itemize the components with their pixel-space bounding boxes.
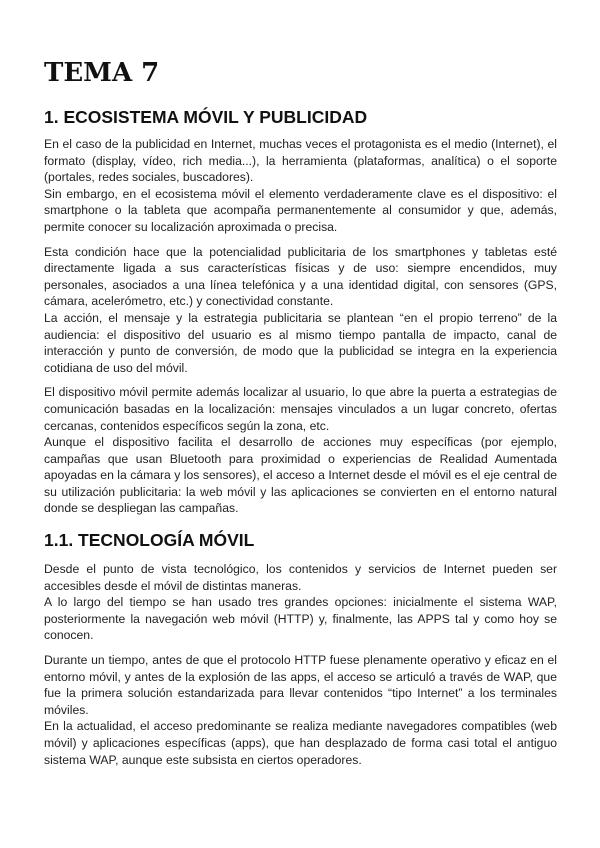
- document-page: [44, 56, 557, 768]
- paragraph-gap: [44, 236, 557, 244]
- paragraph: En el caso de la publicidad en Internet, muchas veces el protagonista es el medio (Internet), el formato (display, vídeo, rich media...), la herramienta (plataformas, analítica) o el soporte (portales, redes sociales, buscadores).: [44, 137, 557, 185]
- paragraph: Esta condición hace que la potencialidad publicitaria de los smartphones y tabletas esté directamente ligada a sus características físicas y de uso: siempre encendidos, muy personales, asociados a una línea telefónica y a una identidad digital, con sensores (GPS, cámara, acelerómetro, etc.) y conectividad constante.: [44, 244, 557, 309]
- paragraph-gap: [44, 644, 557, 652]
- paragraph: Desde el punto de vista tecnológico, los contenidos y servicios de Internet pueden ser accesibles desde el móvil de distintas maneras.: [44, 562, 557, 593]
- section-heading-ecosistema: 1. ECOSISTEMA MÓVIL Y PUBLICIDAD: [44, 107, 368, 127]
- document-title: TEMA 7: [44, 58, 160, 88]
- paragraph: Aunque el dispositivo facilita el desarrollo de acciones muy específicas (por ejemplo, campañas que usan Bluetooth para proximidad o experiencias de Realidad Aumentada apoyadas en la cámara y los sensores), el acceso a Internet desde el móvil es el eje central de su utilización publicitaria: la web móvil y las aplicaciones se convierten en el entorno natural donde se despliegan las campañas.: [44, 435, 557, 516]
- paragraph: Durante un tiempo, antes de que el protocolo HTTP fuese plenamente operativo y eficaz en el entorno móvil, y antes de la explosión de las apps, el acceso se articuló a través de WAP, que fue la primera solución estandarizada para llevar contenidos “tipo Internet” a los terminales móviles.: [44, 653, 557, 717]
- paragraph-gap: [44, 376, 557, 384]
- section-heading-tecnologia: 1.1. TECNOLOGÍA MÓVIL: [44, 530, 255, 551]
- paragraph: En la actualidad, el acceso predominante se realiza mediante navegadores compatibles (web móvil) y aplicaciones específicas (apps), que han desplazado de forma casi total el antiguo sistema WAP, aunque este subsista en ciertos operadores.: [44, 719, 557, 767]
- paragraph: Sin embargo, en el ecosistema móvil el elemento verdaderamente clave es el dispositivo: el smartphone o la tableta que acompaña permanentemente al consumidor y que, además, permite conocer su localización aproximada o precisa.: [44, 186, 557, 234]
- paragraph: La acción, el mensaje y la estrategia publicitaria se plantean “en el propio terreno” de la audiencia: el dispositivo del usuario es al mismo tiempo pantalla de impacto, canal de interacción y punto de conversión, de modo que la publicidad se integra en la experiencia cotidiana de uso del móvil.: [44, 310, 557, 375]
- paragraph: El dispositivo móvil permite además localizar al usuario, lo que abre la puerta a estrategias de comunicación basadas en la localización: mensajes vinculados a un lugar concreto, ofertas cercanas, contenidos específicos según la zona, etc.: [44, 385, 557, 433]
- paragraph: A lo largo del tiempo se han usado tres grandes opciones: inicialmente el sistema WAP, posteriormente la navegación web móvil (HTTP) y, finalmente, las APPS tal y como hoy se conocen.: [44, 595, 557, 643]
